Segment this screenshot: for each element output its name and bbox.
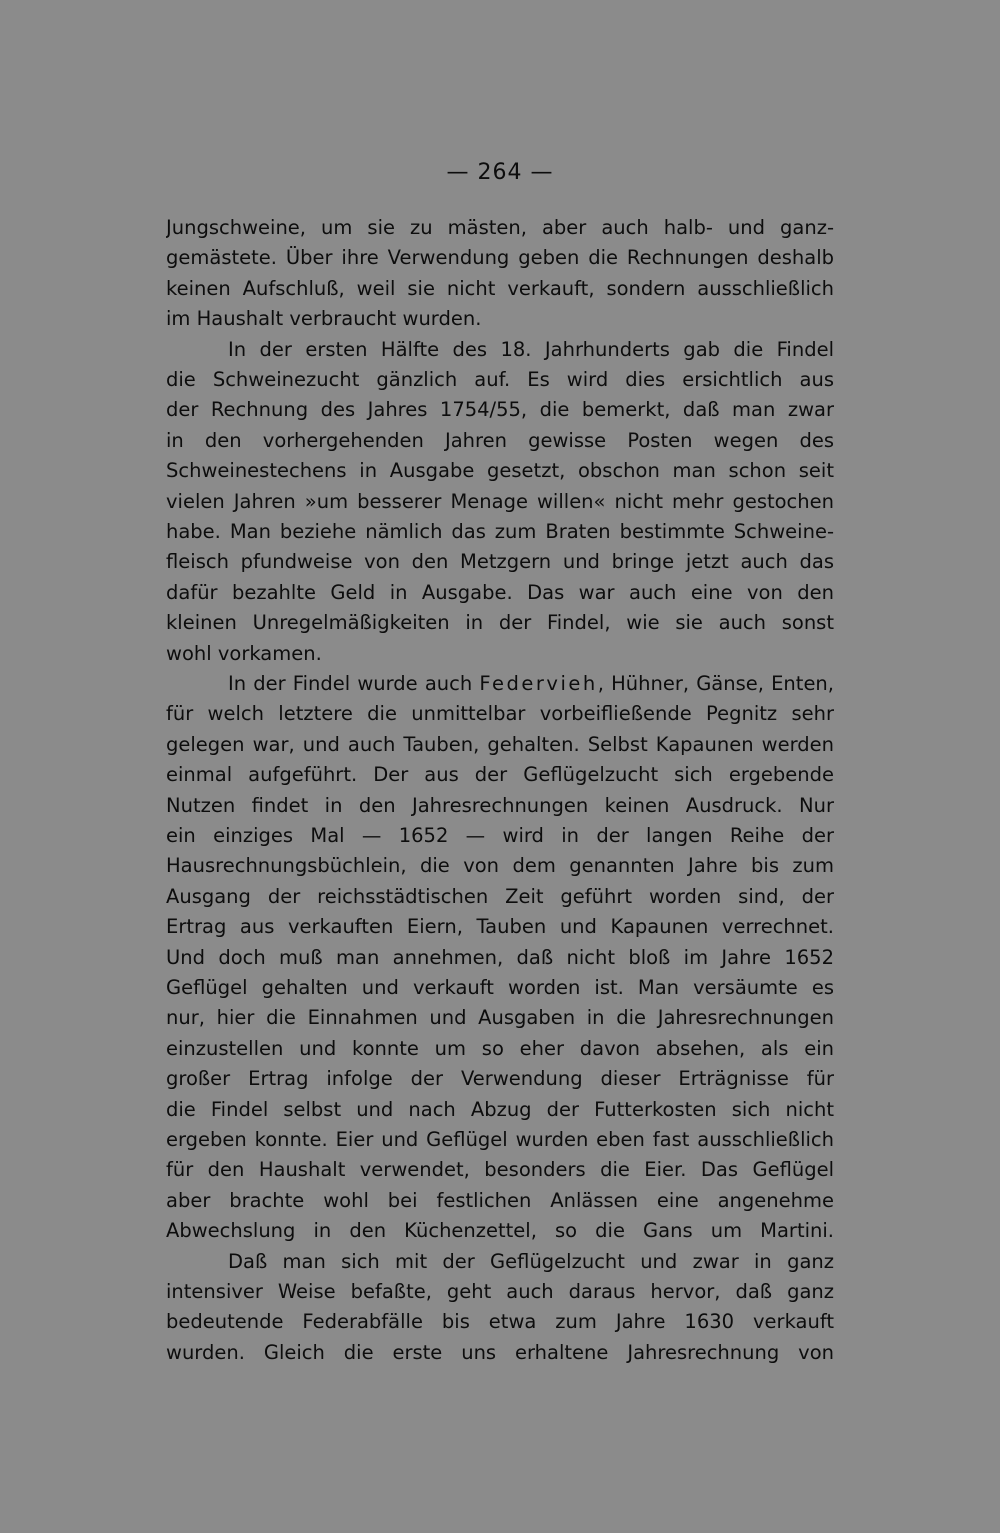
text-line: die Findel selbst und nach Abzug der Futterkosten sich nicht — [166, 1097, 834, 1121]
text-segment: , Hühner, Gänse, Enten, — [597, 672, 834, 695]
text-line: dafür bezahlte Geld in Ausgabe. Das war auch eine von den — [166, 580, 834, 604]
text-line: gemästete. Über ihre Verwendung geben die Rechnungen deshalb — [166, 246, 834, 270]
text-line: In der ersten Hälfte des 18. Jahrhunderts gab die Findel — [228, 337, 834, 361]
text-line: für welch letztere die unmittelbar vorbeifließende Pegnitz sehr — [166, 702, 834, 726]
text-line: ergeben konnte. Eier und Geflügel wurden eben fast ausschließlich — [166, 1128, 834, 1151]
text-line: der Rechnung des Jahres 1754/55, die bemerkt, daß man zwar — [166, 398, 834, 422]
text-line: Jungschweine, um sie zu mästen, aber auch halb- und ganz- — [166, 216, 834, 239]
text-line: die Schweinezucht gänzlich auf. Es wird dies ersichtlich aus — [166, 368, 834, 391]
text-line: keinen Aufschluß, weil sie nicht verkauft, sondern ausschließlich — [166, 276, 834, 300]
text-line: Daß man sich mit der Geflügelzucht und zwar in ganz — [228, 1249, 834, 1273]
text-line: Nutzen findet in den Jahresrechnungen keinen Ausdruck. Nur — [166, 793, 834, 817]
text-line: in den vorhergehenden Jahren gewisse Posten wegen des — [166, 428, 834, 452]
text-line: einzustellen und konnte um so eher davon absehen, als ein — [166, 1036, 834, 1060]
text-line: fleisch pfundweise von den Metzgern und bringe jetzt auch das — [166, 550, 834, 574]
text-line: kleinen Unregelmäßigkeiten in der Findel, wie sie auch sonst — [166, 611, 834, 635]
text-line: Ertrag aus verkauften Eiern, Tauben und Kapaunen verrechnet. — [166, 915, 834, 939]
text-line: nur, hier die Einnahmen und Ausgaben in die Jahresrechnungen — [166, 1006, 834, 1030]
text-line: intensiver Weise befaßte, geht auch daraus hervor, daß ganz — [166, 1280, 834, 1303]
text-line: habe. Man beziehe nämlich das zum Braten bestimmte Schweine- — [166, 520, 834, 543]
text-line: gelegen war, und auch Tauben, gehalten. Selbst Kapaunen werden — [166, 732, 834, 756]
text-line: Und doch muß man annehmen, daß nicht bloß im Jahre 1652 — [166, 945, 834, 969]
text-line: aber brachte wohl bei festlichen Anlässen eine angenehme — [166, 1188, 834, 1212]
text-segment: In der Findel wurde auch — [228, 672, 480, 695]
text-line: Schweinestechens in Ausgabe gesetzt, obschon man schon seit — [166, 459, 834, 483]
text-line: ein einziges Mal — 1652 — wird in der langen Reihe der — [166, 824, 834, 847]
text-line: einmal aufgeführt. Der aus der Geflügelzucht sich ergebende — [166, 763, 834, 787]
spaced-emphasis: Federvieh — [479, 672, 598, 695]
text-line: bedeutende Federabfälle bis etwa zum Jahre 1630 verkauft — [166, 1310, 834, 1334]
text-line: Geflügel gehalten und verkauft worden ist. Man versäumte es — [166, 976, 834, 999]
text-line: vielen Jahren »um besserer Menage willen« nicht mehr gestochen — [166, 489, 834, 513]
text-line: Ausgang der reichsstädtischen Zeit geführt worden sind, der — [166, 884, 834, 908]
text-line: großer Ertrag infolge der Verwendung dieser Erträgnisse für — [166, 1067, 834, 1091]
text-line: im Haushalt verbraucht wurden. — [166, 307, 482, 331]
text-line: Hausrechnungsbüchlein, die von dem genannten Jahre bis zum — [166, 854, 834, 878]
text-line: wohl vorkamen. — [166, 641, 322, 665]
text-line: Abwechslung in den Küchenzettel, so die Gans um Martini. — [166, 1219, 834, 1243]
page-number: — 264 — — [446, 160, 554, 185]
text-line: für den Haushalt verwendet, besonders die Eier. Das Geflügel — [166, 1158, 834, 1182]
text-line — [228, 669, 834, 699]
text-line: wurden. Gleich die erste uns erhaltene Jahresrechnung von — [166, 1340, 834, 1364]
